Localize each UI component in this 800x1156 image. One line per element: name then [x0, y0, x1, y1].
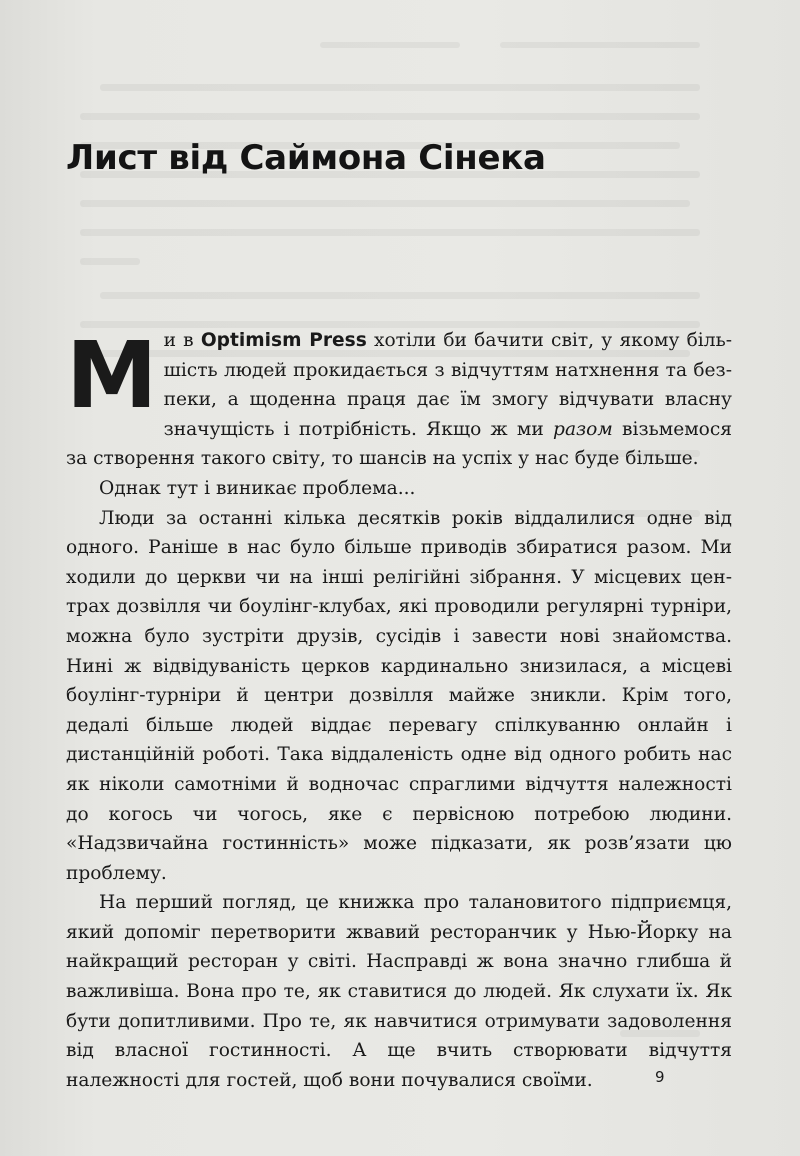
- paragraph-book: На перший погляд, це книжка про талановитого підприємця, який допоміг перетворити жвавий ресторанчик у Нью-Йорку на найкращий ресторан у світі. Насправді ж вона значно глибша й важливіша. Вона про те, як ставитися до людей. Як слухати їх. Як бути допитливими. Про те, як навчитися отримувати задоволення від власної гостинності. А ще вчить створювати відчуття належності для гостей, щоб вони почувалися своїми.: [66, 892, 732, 1091]
- emphasis-word: разом: [553, 418, 613, 440]
- intro-text-b: візьмемося за створення такого світу, то шансів на успіх у нас буде більше.: [66, 418, 733, 470]
- intro-text-a: хотіли би бачити світ, у якому більшість людей прокидається з відчуттям натхнення та безпеки, а щоденна праця дає їм змогу відчувати власну значущість і потрібність. Якщо ж ми: [163, 330, 732, 440]
- paragraph-problem: Однак тут і виникає проблема...: [99, 477, 416, 499]
- intro-start: и в: [163, 330, 201, 351]
- paragraph-intro: [66, 322, 733, 474]
- paragraph-distance: Люди за останні кілька десятків років віддалилися одне від одного. Раніше в нас було більше приводів збиратися разом. Ми ходили до церкви чи на інші релігійні зібрання. У місцевих центрах дозвілля чи боулінг-клубах, які проводили регулярні турніри, можна було зустріти друзів, сусідів і завести нові знайомства. Нині ж відвідуваність церков кардинально знизилася, а місцеві боулінг-турніри й центри дозвілля майже зникли. Крім того, дедалі більше людей віддає перевагу спілкуванню онлайн і дистанційній роботі. Така віддаленість одне від одного робить нас як ніколи самотніми й водночас спраглими відчуття належності до когось чи чогось, яке є первісною потребою людини. «Надзвичайна гостинність» може підказати, як розв’язати цю проблему.: [66, 507, 732, 884]
- page-title: Лист від Саймона Сінека: [66, 138, 546, 178]
- publisher-name: Optimism Press: [200, 330, 367, 351]
- page-number: 9: [655, 1068, 665, 1086]
- letter-body: [66, 322, 733, 1095]
- drop-cap: М: [66, 322, 156, 429]
